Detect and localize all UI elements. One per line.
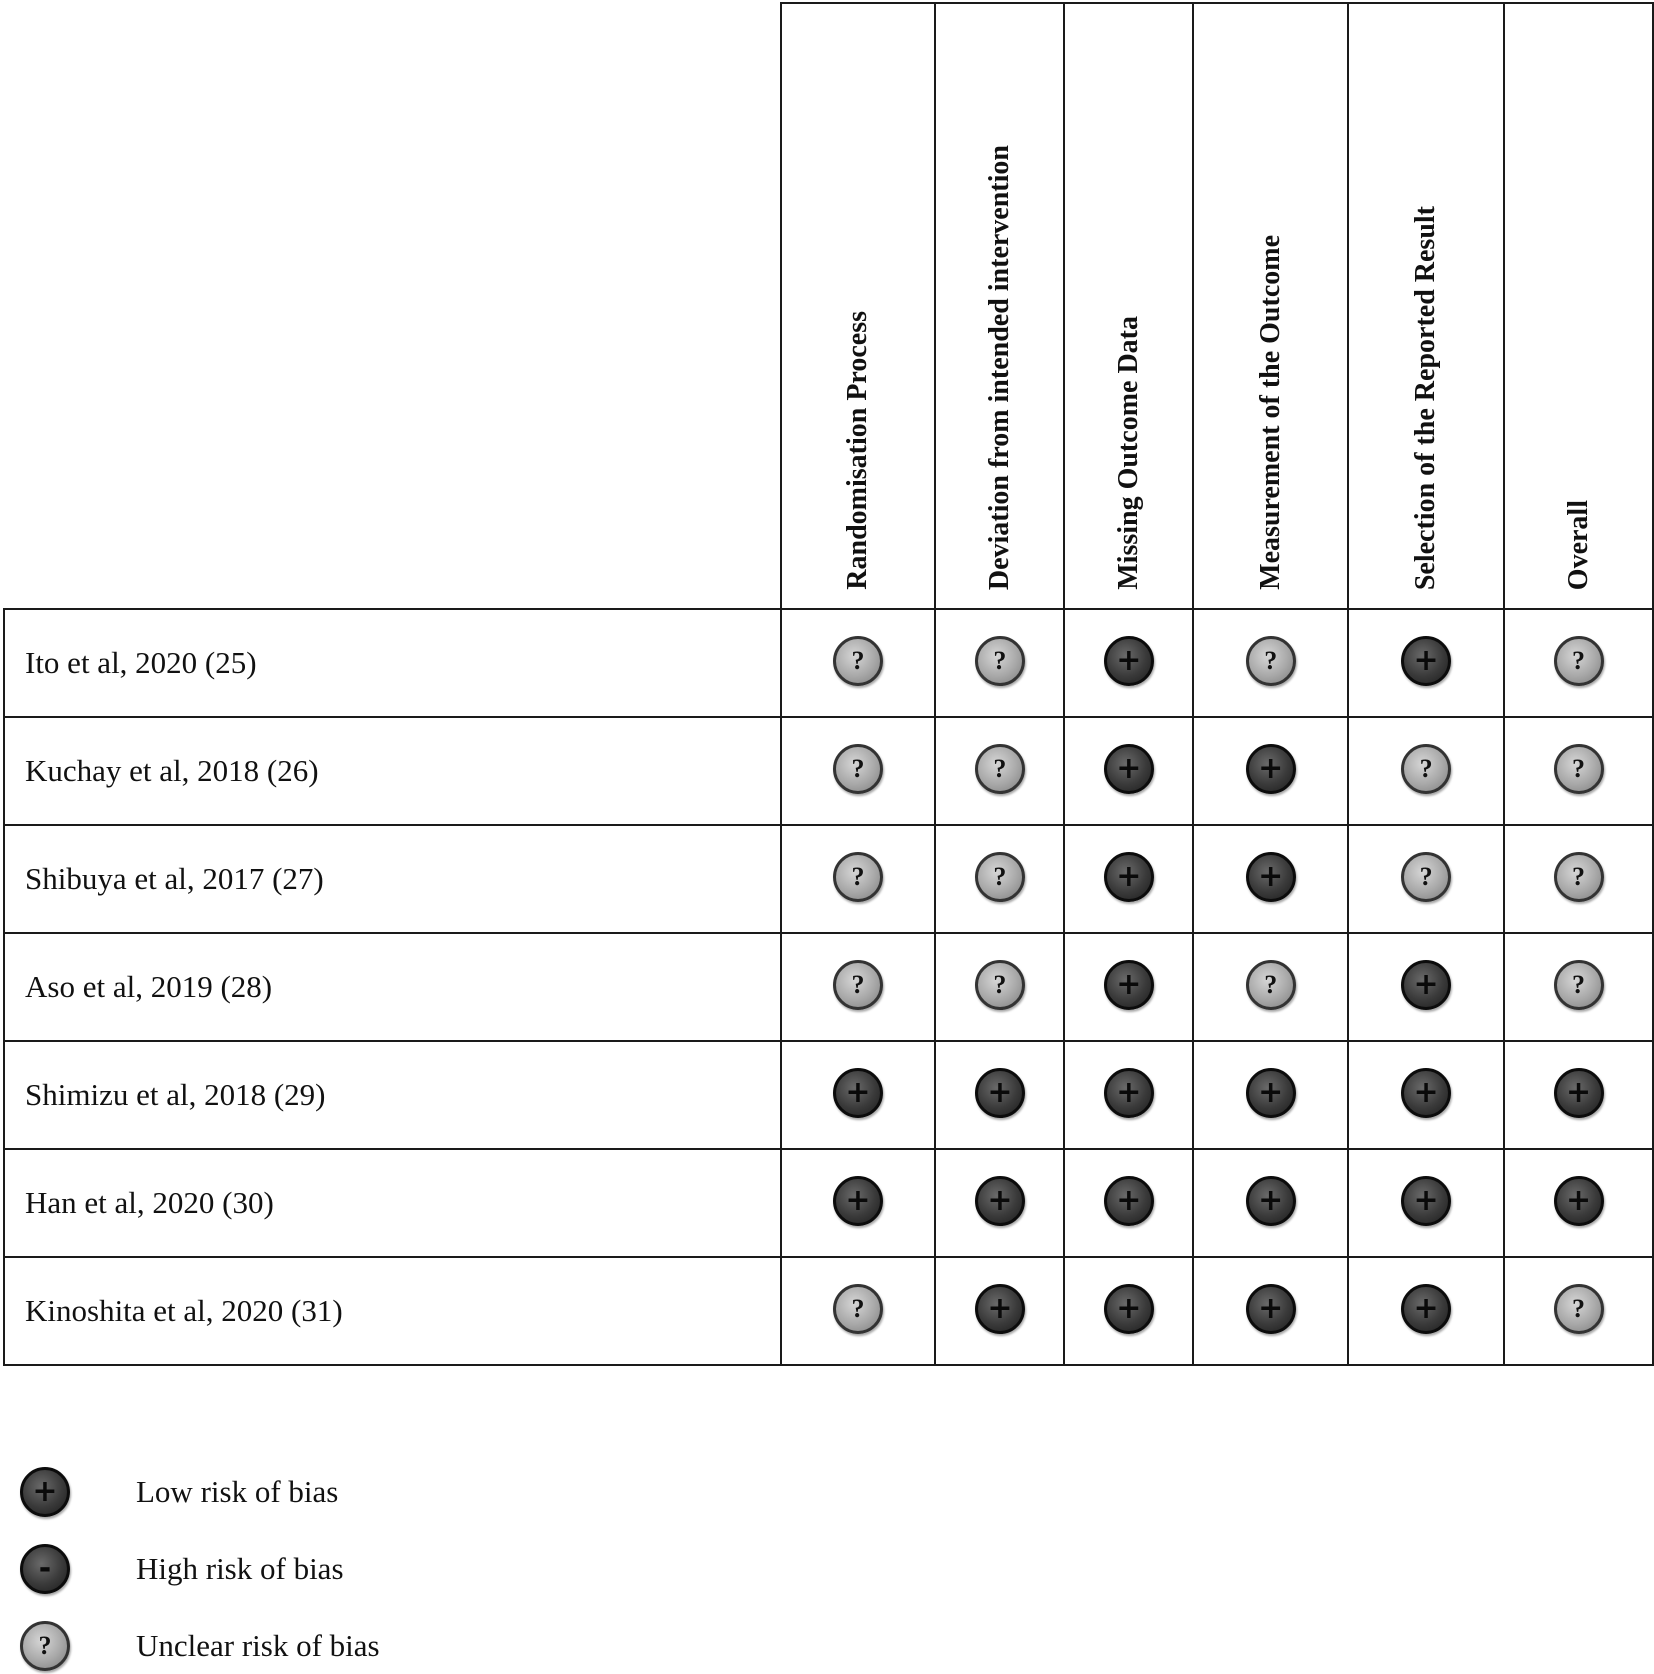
judgement-symbol: + (1258, 1290, 1284, 1326)
judgement-cell (1348, 609, 1504, 717)
judgement-cell (781, 609, 936, 717)
domain-header-randomisation (781, 3, 936, 609)
judgement-cell (1504, 1149, 1653, 1257)
high-risk-icon (20, 1544, 70, 1594)
judgement-cell (1064, 717, 1193, 825)
judgement-symbol: + (1413, 642, 1439, 678)
low-risk-icon (975, 1284, 1025, 1334)
judgement-cell (1064, 609, 1193, 717)
table-row (4, 609, 1653, 717)
judgement-symbol: + (987, 1074, 1013, 1110)
unclear-risk-icon (1401, 744, 1451, 794)
study-name: Ito et al, 2020 (25) (4, 609, 781, 717)
judgement-cell (1064, 1149, 1193, 1257)
judgement-symbol: + (1116, 750, 1142, 786)
unclear-risk-icon (833, 744, 883, 794)
judgement-symbol: + (1258, 1182, 1284, 1218)
judgement-symbol: ? (851, 1293, 865, 1323)
legend-symbol: ? (38, 1631, 52, 1660)
domain-header-missing-data (1064, 3, 1193, 609)
low-risk-icon (1401, 1284, 1451, 1334)
judgement-cell (1064, 933, 1193, 1041)
unclear-risk-icon (1246, 636, 1296, 686)
judgement-cell (1504, 933, 1653, 1041)
judgement-symbol: ? (1264, 969, 1278, 999)
judgement-symbol: + (1413, 1074, 1439, 1110)
judgement-cell (1193, 609, 1348, 717)
study-name: Aso et al, 2019 (28) (4, 933, 781, 1041)
judgement-cell (1193, 825, 1348, 933)
unclear-risk-icon (975, 960, 1025, 1010)
judgement-symbol: + (845, 1182, 871, 1218)
low-risk-icon (975, 1068, 1025, 1118)
judgement-symbol: + (1116, 1290, 1142, 1326)
judgement-cell (781, 825, 936, 933)
judgement-symbol: ? (1264, 645, 1278, 675)
judgement-symbol: ? (1572, 753, 1586, 783)
judgement-cell (1193, 1257, 1348, 1365)
low-risk-icon (1104, 744, 1154, 794)
low-risk-icon (975, 1176, 1025, 1226)
legend-label: Low risk of bias (136, 1474, 339, 1509)
judgement-cell (935, 1257, 1064, 1365)
low-risk-icon (833, 1068, 883, 1118)
low-risk-icon (1246, 1176, 1296, 1226)
low-risk-icon (1104, 1068, 1154, 1118)
judgement-symbol: + (1413, 1290, 1439, 1326)
domain-label: Overall (1562, 499, 1594, 590)
domain-header-overall (1504, 3, 1653, 609)
judgement-symbol: + (1116, 966, 1142, 1002)
study-name: Han et al, 2020 (30) (4, 1149, 781, 1257)
judgement-symbol: + (987, 1290, 1013, 1326)
judgement-cell (935, 1041, 1064, 1149)
study-name: Kinoshita et al, 2020 (31) (4, 1257, 781, 1365)
judgement-symbol: + (1565, 1182, 1592, 1218)
judgement-cell (1504, 825, 1653, 933)
judgement-cell (1504, 1041, 1653, 1149)
domain-header-row (4, 3, 1653, 609)
domain-label: Selection of the Reported Result (1410, 205, 1442, 590)
header-corner (4, 3, 781, 609)
low-risk-icon (1246, 1068, 1296, 1118)
judgement-symbol: ? (993, 969, 1007, 999)
table-row (4, 1257, 1653, 1365)
judgement-cell (1348, 933, 1504, 1041)
legend-item-low (20, 1464, 338, 1520)
judgement-symbol: ? (1572, 1293, 1586, 1323)
judgement-cell (1348, 825, 1504, 933)
judgement-cell (935, 717, 1064, 825)
judgement-symbol: + (1413, 966, 1439, 1002)
judgement-cell (1504, 1257, 1653, 1365)
judgement-cell (935, 825, 1064, 933)
low-risk-icon (1104, 1284, 1154, 1334)
legend-symbol: - (38, 1551, 52, 1586)
low-risk-icon (20, 1467, 70, 1517)
legend-label: Unclear risk of bias (136, 1628, 380, 1663)
judgement-cell (781, 1257, 936, 1365)
low-risk-icon (1104, 636, 1154, 686)
low-risk-icon (1246, 852, 1296, 902)
unclear-risk-icon (975, 852, 1025, 902)
judgement-symbol: ? (851, 969, 865, 999)
study-name: Kuchay et al, 2018 (26) (4, 717, 781, 825)
table-row (4, 933, 1653, 1041)
low-risk-icon (1104, 960, 1154, 1010)
judgement-cell (935, 609, 1064, 717)
unclear-risk-icon (975, 744, 1025, 794)
low-risk-icon (1246, 744, 1296, 794)
judgement-symbol: ? (1572, 861, 1586, 891)
judgement-symbol: + (1565, 1074, 1592, 1110)
judgement-cell (1348, 1149, 1504, 1257)
judgement-cell (1193, 933, 1348, 1041)
legend-symbol: + (32, 1474, 58, 1509)
judgement-cell (1064, 1041, 1193, 1149)
judgement-cell (1193, 1041, 1348, 1149)
judgement-symbol: ? (1419, 861, 1433, 891)
judgement-symbol: ? (1572, 645, 1586, 675)
judgement-cell (781, 933, 936, 1041)
domain-header-selection (1348, 3, 1504, 609)
low-risk-icon (1104, 852, 1154, 902)
low-risk-icon (1401, 636, 1451, 686)
legend-label: High risk of bias (136, 1551, 344, 1586)
judgement-symbol: ? (851, 861, 865, 891)
domain-label: Randomisation Process (841, 311, 873, 590)
unclear-risk-icon (1554, 852, 1604, 902)
judgement-symbol: ? (1572, 969, 1586, 999)
judgement-symbol: + (1116, 1182, 1142, 1218)
judgement-symbol: + (987, 1182, 1013, 1218)
legend-item-unclear (20, 1618, 380, 1674)
judgement-cell (781, 1041, 936, 1149)
judgement-symbol: + (1116, 858, 1142, 894)
unclear-risk-icon (833, 852, 883, 902)
unclear-risk-icon (1554, 636, 1604, 686)
low-risk-icon (1554, 1176, 1604, 1226)
judgement-cell (935, 933, 1064, 1041)
judgement-cell (1348, 1041, 1504, 1149)
unclear-risk-icon (1554, 960, 1604, 1010)
judgement-symbol: + (1258, 1074, 1284, 1110)
risk-of-bias-table (3, 2, 1654, 1366)
judgement-symbol: ? (1419, 753, 1433, 783)
table-row (4, 1149, 1653, 1257)
low-risk-icon (1554, 1068, 1604, 1118)
judgement-symbol: + (1413, 1182, 1439, 1218)
judgement-symbol: + (1116, 1074, 1142, 1110)
judgement-symbol: + (845, 1074, 871, 1110)
low-risk-icon (1104, 1176, 1154, 1226)
domain-header-deviation (935, 3, 1064, 609)
study-rows (4, 609, 1653, 1365)
judgement-cell (1348, 717, 1504, 825)
judgement-symbol: ? (851, 753, 865, 783)
unclear-risk-icon (20, 1621, 70, 1671)
low-risk-icon (833, 1176, 883, 1226)
table-row (4, 825, 1653, 933)
judgement-symbol: ? (851, 645, 865, 675)
unclear-risk-icon (833, 636, 883, 686)
table-row (4, 1041, 1653, 1149)
judgement-cell (781, 1149, 936, 1257)
domain-label: Missing Outcome Data (1112, 316, 1144, 590)
unclear-risk-icon (1246, 960, 1296, 1010)
unclear-risk-icon (833, 960, 883, 1010)
legend-item-high (20, 1541, 344, 1597)
judgement-symbol: + (1258, 750, 1284, 786)
domain-label: Measurement of the Outcome (1254, 235, 1286, 590)
judgement-cell (781, 717, 936, 825)
judgement-symbol: ? (993, 753, 1007, 783)
judgement-symbol: + (1116, 642, 1142, 678)
unclear-risk-icon (833, 1284, 883, 1334)
table-row (4, 717, 1653, 825)
low-risk-icon (1401, 1068, 1451, 1118)
domain-header-measurement (1193, 3, 1348, 609)
low-risk-icon (1401, 960, 1451, 1010)
judgement-cell (1193, 1149, 1348, 1257)
judgement-cell (1504, 609, 1653, 717)
study-name: Shibuya et al, 2017 (27) (4, 825, 781, 933)
unclear-risk-icon (1554, 1284, 1604, 1334)
low-risk-icon (1246, 1284, 1296, 1334)
judgement-cell (1064, 1257, 1193, 1365)
study-name: Shimizu et al, 2018 (29) (4, 1041, 781, 1149)
unclear-risk-icon (1401, 852, 1451, 902)
unclear-risk-icon (975, 636, 1025, 686)
judgement-cell (1064, 825, 1193, 933)
unclear-risk-icon (1554, 744, 1604, 794)
low-risk-icon (1401, 1176, 1451, 1226)
judgement-cell (1348, 1257, 1504, 1365)
judgement-cell (1193, 717, 1348, 825)
judgement-symbol: ? (993, 861, 1007, 891)
judgement-symbol: + (1258, 858, 1284, 894)
domain-label: Deviation from intended intervention (983, 144, 1015, 590)
judgement-cell (935, 1149, 1064, 1257)
judgement-symbol: ? (993, 645, 1007, 675)
judgement-cell (1504, 717, 1653, 825)
